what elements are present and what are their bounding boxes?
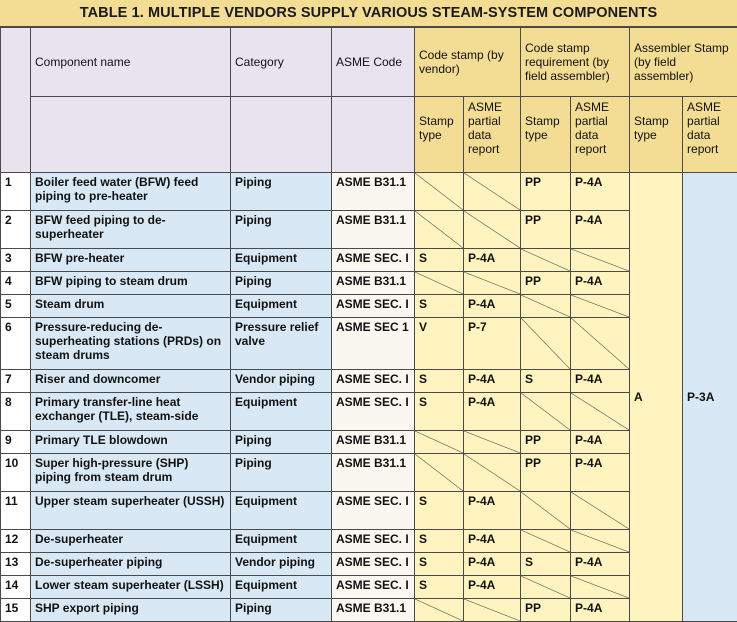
assembler-stamp-type-header: Stamp type — [630, 97, 683, 173]
field-report: P-4A — [571, 431, 630, 454]
vendor-stamp: V — [415, 318, 464, 370]
vendor-report-empty — [464, 173, 521, 211]
component-name: Lower steam superheater (LSSH) — [31, 576, 231, 599]
field-stamp: PP — [521, 599, 571, 622]
asme-code: ASME B31.1 — [332, 431, 415, 454]
field-report: P-4A — [571, 553, 630, 576]
field-stamp-empty — [521, 530, 571, 553]
vendor-report: P-4A — [464, 393, 521, 431]
vendor-report-empty — [464, 599, 521, 622]
field-stamp-empty — [521, 318, 571, 370]
field-report: P-4A — [571, 211, 630, 249]
vendor-report-empty — [464, 454, 521, 492]
assembler-report — [683, 173, 737, 622]
row-number: 14 — [1, 576, 31, 599]
field-stamp: PP — [521, 211, 571, 249]
row-number: 10 — [1, 454, 31, 492]
category: Vendor piping — [231, 370, 332, 393]
table-row — [1, 599, 737, 622]
field-report-empty — [571, 295, 630, 318]
component-name: Super high-pressure (SHP) piping from steam drum — [31, 454, 231, 492]
vendor-stamp: S — [415, 530, 464, 553]
asme-code: ASME SEC. I — [332, 295, 415, 318]
table-row — [1, 576, 737, 599]
asme-code: ASME SEC 1 — [332, 318, 415, 370]
vendor-stamp-empty — [415, 173, 464, 211]
field-stamp: PP — [521, 431, 571, 454]
field-stamp-empty — [521, 492, 571, 530]
table-row — [1, 393, 737, 431]
table-row — [1, 431, 737, 454]
category: Piping — [231, 272, 332, 295]
row-number: 3 — [1, 249, 31, 272]
vendor-report-header: ASME partial data report — [464, 97, 521, 173]
component-name: De-superheater piping — [31, 553, 231, 576]
field-stamp-header: Code stamp requirement (by field assembler) — [521, 28, 630, 97]
vendor-stamp-empty — [415, 431, 464, 454]
field-report-empty — [571, 576, 630, 599]
row-number: 7 — [1, 370, 31, 393]
component-name: BFW pre-heater — [31, 249, 231, 272]
vendor-report-empty — [464, 272, 521, 295]
asme-code: ASME SEC. I — [332, 492, 415, 530]
vendor-report: P-4A — [464, 249, 521, 272]
field-report: P-4A — [571, 454, 630, 492]
field-stamp: PP — [521, 454, 571, 492]
field-report: P-4A — [571, 272, 630, 295]
category: Piping — [231, 173, 332, 211]
asme-code: ASME SEC. I — [332, 553, 415, 576]
field-stamp-empty — [521, 393, 571, 431]
asme-code: ASME B31.1 — [332, 272, 415, 295]
asme-code-header: ASME Code — [332, 28, 415, 97]
category: Equipment — [231, 249, 332, 272]
table-row — [1, 553, 737, 576]
category: Piping — [231, 431, 332, 454]
assembler-stamp-header: Assembler Stamp (by field assembler) — [630, 28, 737, 97]
field-report-empty — [571, 249, 630, 272]
table-title: TABLE 1. MULTIPLE VENDORS SUPPLY VARIOUS STEAM-SYSTEM COMPONENTS — [0, 0, 737, 26]
component-name: Primary TLE blowdown — [31, 431, 231, 454]
vendor-report: P-4A — [464, 553, 521, 576]
category: Piping — [231, 211, 332, 249]
vendor-stamp: S — [415, 553, 464, 576]
row-number: 6 — [1, 318, 31, 370]
asme-code: ASME B31.1 — [332, 173, 415, 211]
field-stamp-empty — [521, 576, 571, 599]
vendor-stamp: S — [415, 576, 464, 599]
category: Equipment — [231, 530, 332, 553]
table-row — [1, 492, 737, 530]
component-name: Upper steam superheater (USSH) — [31, 492, 231, 530]
category: Equipment — [231, 393, 332, 431]
asme-code: ASME SEC. I — [332, 370, 415, 393]
asme-code: ASME B31.1 — [332, 211, 415, 249]
vendor-stamp: S — [415, 393, 464, 431]
field-report: P-4A — [571, 370, 630, 393]
asme-code: ASME SEC. I — [332, 530, 415, 553]
component-name: Pressure-reducing de-superheating stations (PRDs) on steam drums — [31, 318, 231, 370]
field-stamp: PP — [521, 272, 571, 295]
field-report-header: ASME partial data report — [571, 97, 630, 173]
assembler-report-header: ASME partial data report — [683, 97, 737, 173]
category-subheader — [231, 97, 332, 173]
asme-code: ASME SEC. I — [332, 393, 415, 431]
asme-code: ASME SEC. I — [332, 249, 415, 272]
category: Vendor piping — [231, 553, 332, 576]
category: Pressure relief valve — [231, 318, 332, 370]
row-number: 9 — [1, 431, 31, 454]
vendor-report: P-4A — [464, 295, 521, 318]
vendor-stamp-empty — [415, 272, 464, 295]
field-stamp: S — [521, 553, 571, 576]
component-name: SHP export piping — [31, 599, 231, 622]
component-subheader — [31, 97, 231, 173]
vendor-stamp-empty — [415, 454, 464, 492]
field-report-empty — [571, 318, 630, 370]
component-name: De-superheater — [31, 530, 231, 553]
table-row — [1, 318, 737, 370]
assembler-stamp — [630, 173, 683, 622]
field-report-empty — [571, 393, 630, 431]
category: Equipment — [231, 492, 332, 530]
assembler-report-value: P-3A — [687, 390, 714, 404]
row-number: 1 — [1, 173, 31, 211]
component-name: Boiler feed water (BFW) feed piping to pre-heater — [31, 173, 231, 211]
row-number: 4 — [1, 272, 31, 295]
field-report-empty — [571, 530, 630, 553]
category: Piping — [231, 454, 332, 492]
vendor-stamp-type-header: Stamp type — [415, 97, 464, 173]
vendor-report-empty — [464, 211, 521, 249]
field-stamp-empty — [521, 295, 571, 318]
vendor-stamp-header: Code stamp (by vendor) — [415, 28, 521, 97]
field-stamp-empty — [521, 249, 571, 272]
asme-code: ASME B31.1 — [332, 454, 415, 492]
vendor-stamp: S — [415, 492, 464, 530]
row-number: 12 — [1, 530, 31, 553]
component-name: BFW feed piping to de-superheater — [31, 211, 231, 249]
component-name: Steam drum — [31, 295, 231, 318]
assembler-stamp-value: A — [634, 390, 643, 404]
row-number: 2 — [1, 211, 31, 249]
asme-code-subheader — [332, 97, 415, 173]
asme-code: ASME B31.1 — [332, 599, 415, 622]
vendor-report: P-4A — [464, 492, 521, 530]
table-row — [1, 370, 737, 393]
vendor-stamp: S — [415, 370, 464, 393]
component-header: Component name — [31, 28, 231, 97]
vendor-report: P-4A — [464, 370, 521, 393]
field-report: P-4A — [571, 599, 630, 622]
table-row — [1, 249, 737, 272]
vendor-stamp-empty — [415, 211, 464, 249]
field-stamp: PP — [521, 173, 571, 211]
vendor-report: P-7 — [464, 318, 521, 370]
vendor-stamp-empty — [415, 599, 464, 622]
vendor-report: P-4A — [464, 576, 521, 599]
table-row — [1, 211, 737, 249]
table-row — [1, 454, 737, 492]
table-row — [1, 295, 737, 318]
field-report: P-4A — [571, 173, 630, 211]
number-header — [1, 28, 31, 173]
component-name: BFW piping to steam drum — [31, 272, 231, 295]
category: Equipment — [231, 295, 332, 318]
row-number: 8 — [1, 393, 31, 431]
category-header: Category — [231, 28, 332, 97]
row-number: 15 — [1, 599, 31, 622]
row-number: 11 — [1, 492, 31, 530]
category: Equipment — [231, 576, 332, 599]
table-body — [1, 173, 737, 622]
vendor-stamp: S — [415, 249, 464, 272]
category: Piping — [231, 599, 332, 622]
vendor-report: P-4A — [464, 530, 521, 553]
row-number: 13 — [1, 553, 31, 576]
component-name: Primary transfer-line heat exchanger (TLE), steam-side — [31, 393, 231, 431]
components-table — [0, 27, 737, 622]
table-row — [1, 530, 737, 553]
field-stamp-type-header: Stamp type — [521, 97, 571, 173]
table-row — [1, 272, 737, 295]
row-number: 5 — [1, 295, 31, 318]
component-name: Riser and downcomer — [31, 370, 231, 393]
vendor-report-empty — [464, 431, 521, 454]
vendor-stamp: S — [415, 295, 464, 318]
field-report-empty — [571, 492, 630, 530]
table-row — [1, 173, 737, 211]
field-stamp: S — [521, 370, 571, 393]
asme-code: ASME SEC. I — [332, 576, 415, 599]
